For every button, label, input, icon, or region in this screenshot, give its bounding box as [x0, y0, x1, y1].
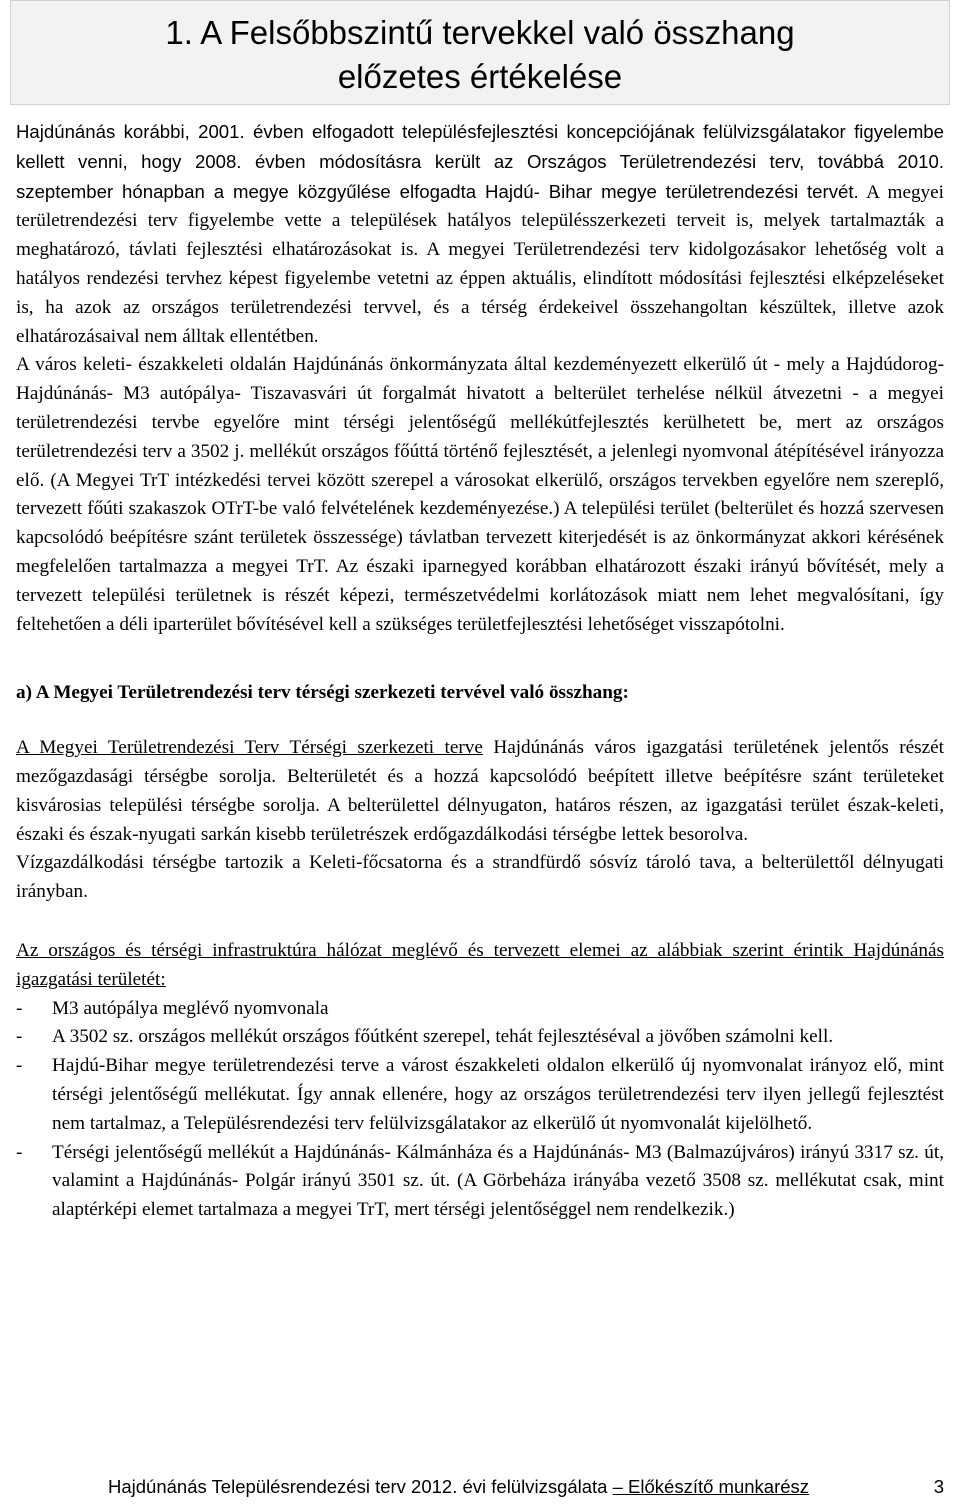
structural-plan-reference: A Megyei Területrendezési Terv Térségi szerkezeti terve — [16, 737, 483, 759]
list-dash: - — [16, 1141, 23, 1163]
infrastructure-list — [16, 995, 944, 1225]
intro-sentence-3: A megyei Területrendezési terv kidolgozásakor lehetőség volt a hatályos rendezési tervhez képest figyelembe vetetni az éppen aktuális, elindított módosítási fejlesztési elképzeléseket is, ha azok az országos területrendezési tervvel, és a térség érdekeivel összehangoltan készültek, illetve azok elhatározásaival nem álltak ellentétben. — [16, 239, 944, 347]
list-dash: - — [16, 1055, 23, 1077]
spacer — [16, 907, 944, 937]
list-dash: - — [16, 1026, 23, 1048]
list-item-text: A 3502 sz. országos mellékút országos főútként szerepel, tehát fejlesztéséval a jövőben számolni kell. — [52, 1026, 834, 1048]
list-item — [16, 1052, 944, 1138]
footer-text: Hajdúnánás Településrendezési terv 2012. évi felülvizsgálata — [108, 1476, 613, 1497]
intro-sentence-1: Hajdúnánás korábbi, 2001. évben elfogadott településfejlesztési koncepciójának felülvizsgálatakor figyelembe kellett venni, hogy 2008. évben módosításra került az Országos Területrendezési terv, továbbá 2010. szeptember hónapban a megye közgyűlése elfogadta Hajdú- Bihar megye területrendezési tervét. — [16, 121, 944, 202]
page-number: 3 — [933, 1476, 944, 1497]
section-a-paragraph-1 — [16, 734, 944, 849]
section-a-heading: a) A Megyei Területrendezési terv térségi szerkezeti tervével való összhang: — [16, 682, 629, 704]
intro-sentence-2: A megyei területrendezési terv figyelembe vette a települések hatályos településszerkezeti terveit is, melyek tartalmazták a meghatározó, távlati fejlesztési elhatározásokat is. — [16, 181, 944, 261]
document-body — [16, 118, 944, 1225]
chapter-title-box — [10, 0, 950, 105]
eastern-bypass-paragraph: A város keleti- északkeleti oldalán Hajdúnánás önkormányzata által kezdeményezett elkerülő út - mely a Hajdúdorog- Hajdúnánás- M3 autópálya- Tiszavasvári út forgalmát hivatott a belterület terhelése nélkül átvezetni - a megyei területrendezési tervbe egyelőre mint térségi jelentőségű mellékútfejlesztés kerülhetett be, mert az országos területrendezési terv a 3502 j. mellékút országos főúttá történő fejlesztését, a jelenlegi nyomvonal átépítésével irányozza elő. (A Megyei TrT intézkedési tervei között szerepel a városokat elkerülő, országos tervekben egyelőre nem szereplő, tervezett főúti szakaszok OTrT-be való felvételének kezdeményezése.) A települési terület (belterület és hozzá szervesen kapcsolódó beépítésre szánt területek összessége) távlatban tervezett kiterjedését is az önkormányzat akkori kérésének megfelelően tartalmazza a megyei TrT. Az északi iparnegyed korábban elhatározott északi irányú bővítését, mely a tervezett települési területnek is részét képezi, természetvédelmi korlátozások miatt nem lehet megvalósítani, így feltehetően a déli iparterület bővítésével kell a szükséges területfejlesztési lehetőséget visszapótolni. — [16, 354, 944, 635]
list-item-text: M3 autópálya meglévő nyomvonala — [52, 997, 329, 1019]
list-item — [16, 995, 944, 1024]
section-a-paragraph-2: Vízgazdálkodási térségbe tartozik a Keleti-főcsatorna és a strandfürdő sósvíz tároló tava, a belterülettől délnyugati irányban. — [16, 852, 944, 903]
list-item — [16, 1023, 944, 1052]
chapter-title-line-2: előzetes értékelése — [337, 58, 623, 95]
chapter-title-line-1: 1. A Felsőbbszintű tervekkel való összhang — [165, 14, 795, 51]
footer-section-label: – Előkészítő munkarész — [612, 1476, 810, 1497]
list-item — [16, 1139, 944, 1225]
page-footer — [108, 1475, 944, 1499]
section-a-paragraph-1-text: Hajdúnánás város igazgatási területének jelentős részét mezőgazdasági térségbe sorolja. Belterületét és a hozzá kapcsolódó beépített illetve beépítésre szánt területeket kisvárosias települési térségbe sorolja. A belterülettel délnyugaton, határos részen, az igazgatási terület észak-keleti, északi és észak-nyugati sarkán kisebb területrészek erdőgazdálkodási térségbe lettek besorolva. — [16, 737, 945, 845]
list-item-text: Hajdú-Bihar megye területrendezési terve a várost északkeleti oldalon elkerülő új nyomvonalat irányoz elő, mint térségi jelentőségű mellékutat. Így annak ellenére, hogy az országos területrendezési terv ilyen jellegű fejlesztést nem tartalmaz, a Településrendezési terv felülvizsgálatakor az elkerülő út nyomvonalát kijelölhető. — [52, 1055, 944, 1134]
list-item-text: Térségi jelentőségű mellékút a Hajdúnánás- Kálmánháza és a Hajdúnánás- M3 (Balmazújváros) irányú 3317 sz. út, valamint a Hajdúnánás- Polgár irányú 3501 sz. út. (A Görbeháza irányába vezető 3508 sz. mellékutat csak, mint alaptérképi elemet tartalmaza a megyei TrT, mert térségi jelentőséggel nem rendelkezik.) — [52, 1141, 944, 1221]
list-dash: - — [16, 997, 23, 1019]
infrastructure-intro: Az országos és térségi infrastruktúra hálózat meglévő és tervezett elemei az alábbiak szerint érintik Hajdúnánás igazgatási területét: — [16, 939, 944, 990]
intro-paragraph — [16, 118, 944, 351]
